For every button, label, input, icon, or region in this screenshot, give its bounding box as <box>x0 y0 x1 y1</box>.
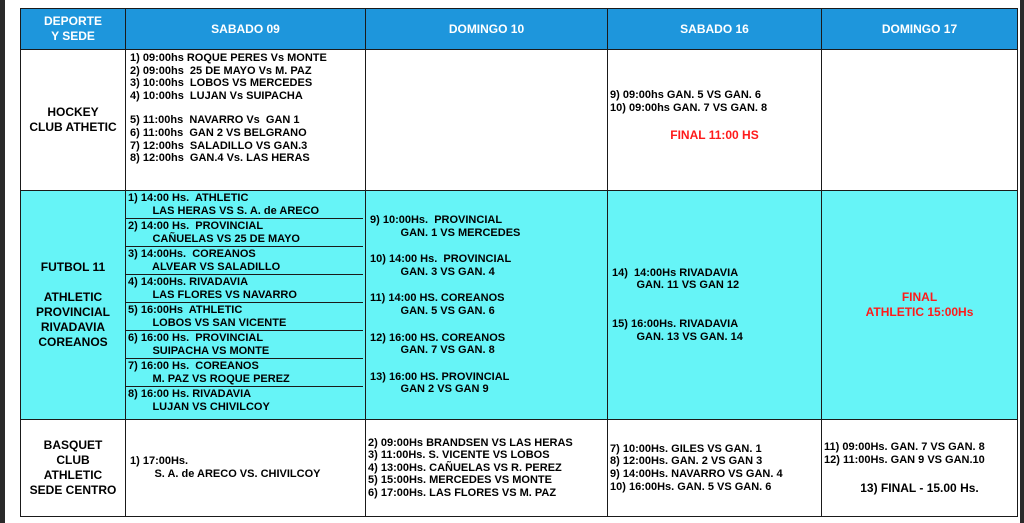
futbol-domingo-10 <box>366 191 608 420</box>
basquet-final-label: 13) FINAL - 15.00 Hs. <box>860 480 979 495</box>
match-item: 11) 14:00 HS. COREANOS GAN. 5 VS GAN. 6 <box>370 292 505 317</box>
basquet-domingo-10 <box>366 420 608 517</box>
list-item: 2) 09:00Hs BRANDSEN VS LAS HERAS <box>368 436 573 449</box>
hockey-final-label: FINAL 11:00 HS <box>670 128 759 143</box>
list-item: 8) 12:00hs GAN.4 Vs. LAS HERAS <box>130 152 310 165</box>
list-item: 6) 17:00Hs. LAS FLORES VS M. PAZ <box>368 486 557 499</box>
match-item: 5) 16:00Hs ATHLETIC LOBOS VS SAN VICENTE <box>126 303 363 331</box>
match-item: 6) 16:00 Hs. PROVINCIAL SUIPACHA VS MONTE <box>126 331 363 359</box>
list-item: 3) 10:00hs LOBOS VS MERCEDES <box>130 77 313 90</box>
futbol-sabado-16 <box>608 191 822 420</box>
list-item: 11) 09:00Hs. GAN. 7 VS GAN. 8 <box>824 441 985 454</box>
list-item: 5) 11:00hs NAVARRO Vs GAN 1 <box>130 114 300 127</box>
left-border <box>0 0 5 523</box>
basquet-row <box>21 420 1018 517</box>
match-item: 4) 14:00Hs. RIVADAVIA LAS FLORES VS NAVARRO <box>126 275 363 303</box>
match-item: 9) 10:00Hs. PROVINCIAL GAN. 1 VS MERCEDES <box>370 214 521 239</box>
basquet-domingo-17 <box>822 420 1018 517</box>
list-item: 4) 10:00hs LUJAN Vs SUIPACHA <box>130 89 303 102</box>
list-item: 4) 13:00Hs. CAÑUELAS VS R. PEREZ <box>368 461 562 474</box>
futbol-sabado-09 <box>126 191 366 420</box>
list-item: 2) 09:00hs 25 DE MAYO Vs M. PAZ <box>130 64 312 77</box>
match-item: 8) 16:00 Hs. RIVADAVIA LUJAN VS CHIVILCOY <box>128 388 270 413</box>
hockey-domingo-10 <box>366 50 608 191</box>
basquet-sabado-16 <box>608 420 822 517</box>
right-border <box>1020 0 1024 523</box>
match-item: 3) 14:00Hs. COREANOS ALVEAR VS SALADILLO <box>126 247 363 275</box>
list-item: 5) 15:00Hs. MERCEDES VS MONTE <box>368 474 552 487</box>
list-item: 3) 11:00Hs. S. VICENTE VS LOBOS <box>368 449 550 462</box>
basquet-sede: BASQUET CLUB ATHLETIC SEDE CENTRO <box>21 420 126 517</box>
header-domingo-10: DOMINGO 10 <box>366 9 608 50</box>
hockey-domingo-17 <box>822 50 1018 191</box>
match-item: 1) 14:00 Hs. ATHLETIC LAS HERAS VS S. A. de ARECO <box>126 191 363 219</box>
list-item: 8) 12:00Hs. GAN. 2 VS GAN 3 <box>610 455 763 468</box>
list-item: 9) 09:00hs GAN. 5 VS GAN. 6 <box>610 88 761 101</box>
basquet-sabado-09 <box>126 420 366 517</box>
match-item: 2) 14:00 Hs. PROVINCIAL CAÑUELAS VS 25 DE MAYO <box>126 219 363 247</box>
hockey-sabado-16 <box>608 50 822 191</box>
match-item: 7) 16:00 Hs. COREANOS M. PAZ VS ROQUE PEREZ <box>126 359 363 387</box>
hockey-sabado-09 <box>126 50 366 191</box>
list-item: 6) 11:00hs GAN 2 VS BELGRANO <box>130 126 307 139</box>
header-sabado-09: SABADO 09 <box>126 9 366 50</box>
futbol-final-label: FINAL ATHLETIC 15:00Hs <box>822 191 1018 420</box>
futbol-row <box>21 191 1018 420</box>
hockey-row <box>21 50 1018 191</box>
list-item: 10) 09:00hs GAN. 7 VS GAN. 8 <box>610 101 768 114</box>
list-item: 12) 11:00Hs. GAN 9 VS GAN.10 <box>824 454 985 466</box>
header-domingo-17: DOMINGO 17 <box>822 9 1018 50</box>
match-item: 15) 16:00Hs. RIVADAVIA GAN. 13 VS GAN. 14 <box>612 318 743 343</box>
header-sabado-16: SABADO 16 <box>608 9 822 50</box>
list-item: 7) 10:00Hs. GILES VS GAN. 1 <box>610 442 762 455</box>
futbol-sede: FUTBOL 11 ATHLETIC PROVINCIAL RIVADAVIA COREANOS <box>21 191 126 420</box>
match-item: 14) 14:00Hs RIVADAVIA GAN. 11 VS GAN 12 <box>612 266 740 292</box>
list-item: 1) 09:00hs ROQUE PERES Vs MONTE <box>130 52 327 64</box>
header-deporte-sede: DEPORTE Y SEDE <box>21 9 126 50</box>
list-item: 9) 14:00Hs. NAVARRO VS GAN. 4 <box>610 468 783 480</box>
schedule-table <box>20 8 1018 517</box>
match-item: 10) 14:00 Hs. PROVINCIAL GAN. 3 VS GAN. 4 <box>370 253 512 278</box>
match-item: 1) 17:00Hs. S. A. de ARECO VS. CHIVILCOY <box>130 455 321 480</box>
match-item: 13) 16:00 HS. PROVINCIAL GAN 2 VS GAN 9 <box>370 370 510 396</box>
header-row <box>21 9 1018 50</box>
list-item: 7) 12:00hs SALADILLO VS GAN.3 <box>130 139 308 152</box>
match-item: 12) 16:00 HS. COREANOS GAN. 7 VS GAN. 8 <box>370 331 506 357</box>
hockey-sede: HOCKEY CLUB ATHETIC <box>21 50 126 191</box>
list-item: 10) 16:00Hs. GAN. 5 VS GAN. 6 <box>610 480 772 493</box>
